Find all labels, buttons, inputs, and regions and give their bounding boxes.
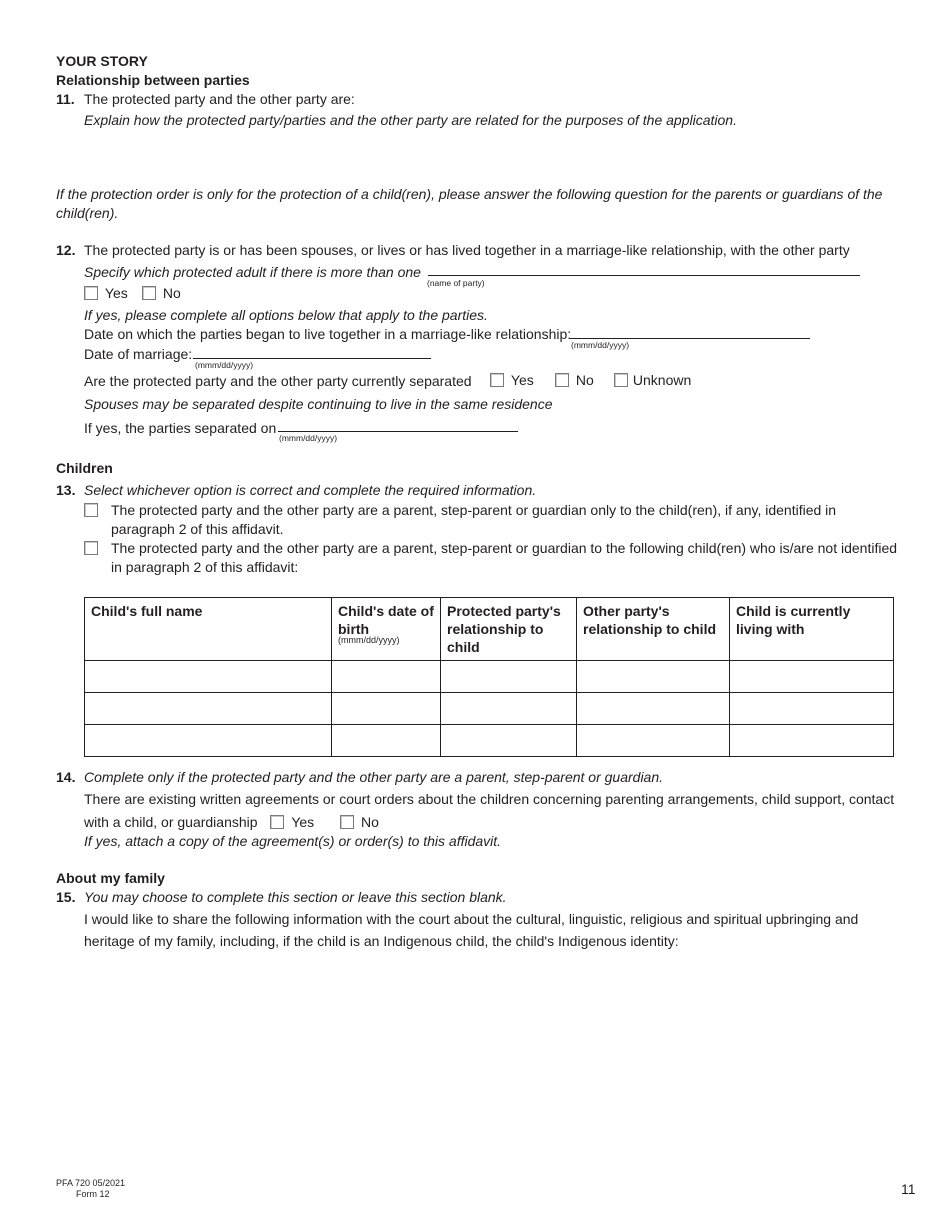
form-code: PFA 720 05/2021 <box>56 1178 126 1188</box>
separated-no-checkbox[interactable] <box>555 373 569 387</box>
q15-answer-area[interactable] <box>84 960 894 1150</box>
date-marriage-field[interactable] <box>193 358 431 359</box>
col-child-name: Child's full name <box>85 598 332 661</box>
table-cell[interactable] <box>441 661 577 693</box>
q14-no-checkbox[interactable] <box>340 815 354 829</box>
table-cell[interactable] <box>730 725 894 757</box>
q12-if-yes: If yes, please complete all options below that apply to the parties. <box>84 307 488 323</box>
col-child-dob-hint: (mmm/dd/yyyy) <box>338 635 400 645</box>
q12-text: The protected party is or has been spouses, or lives or has lived together in a marriage-like relationship, with the other party <box>84 242 850 258</box>
q13-option1-text: The protected party and the other party are a parent, step-parent or guardian only to the child(ren), if any, identified in paragraph 2 of this affidavit. <box>111 502 837 537</box>
relationship-heading: Relationship between parties <box>56 72 250 88</box>
family-heading: About my family <box>56 870 165 886</box>
table-row <box>85 661 894 693</box>
separated-no-label: No <box>575 372 594 388</box>
q12-no-checkbox[interactable] <box>142 286 156 300</box>
q12-specify: Specify which protected adult if there is more than one <box>84 264 421 280</box>
date-marriage-label: Date of marriage: <box>84 346 193 362</box>
separated-on-hint: (mmm/dd/yyyy) <box>279 433 338 443</box>
q11-instruction: Explain how the protected party/parties and the other party are related for the purposes of the application. <box>84 112 737 128</box>
party-name-field[interactable] <box>428 275 860 276</box>
q14-yes-label: Yes <box>291 814 315 830</box>
separated-on-label: If yes, the parties separated on <box>84 420 277 436</box>
children-heading: Children <box>56 460 113 476</box>
q11-text: The protected party and the other party are: <box>84 91 355 107</box>
separated-unknown-option[interactable] <box>614 372 691 388</box>
table-cell[interactable] <box>577 693 730 725</box>
q14-text1: There are existing written agreements or court orders about the children concerning parenting arrangements, child support, contact <box>84 791 895 807</box>
table-row <box>85 693 894 725</box>
table-cell[interactable] <box>85 661 332 693</box>
spouses-note: Spouses may be separated despite continuing to live in the same residence <box>84 396 553 412</box>
page-number: 11 <box>901 1181 916 1197</box>
q12-yes-option[interactable] <box>84 285 128 301</box>
table-cell[interactable] <box>332 693 441 725</box>
table-cell[interactable] <box>85 725 332 757</box>
date-live-label: Date on which the parties began to live together in a marriage-like relationship: <box>84 326 572 342</box>
q12-yes-label: Yes <box>104 285 128 301</box>
date-marriage-hint: (mmm/dd/yyyy) <box>195 360 254 370</box>
children-table-header <box>85 598 894 661</box>
date-live-hint: (mmm/dd/yyyy) <box>571 340 630 350</box>
col-protected-relationship: Protected party's relationship to child <box>441 598 577 661</box>
children-table <box>84 597 894 757</box>
q15-instruction: You may choose to complete this section or leave this section blank. <box>84 889 507 905</box>
q14-number: 14. <box>56 769 76 785</box>
section-title: YOUR STORY <box>56 53 148 69</box>
separated-unknown-checkbox[interactable] <box>614 373 628 387</box>
table-cell[interactable] <box>85 693 332 725</box>
date-live-field[interactable] <box>570 338 810 339</box>
separated-yes-label: Yes <box>510 372 534 388</box>
table-cell[interactable] <box>730 693 894 725</box>
q12-no-option[interactable] <box>142 285 181 301</box>
form-name: Form 12 <box>76 1189 110 1199</box>
table-cell[interactable] <box>577 661 730 693</box>
q14-text2-line <box>84 814 379 830</box>
col-child-dob <box>332 598 441 661</box>
q12-yes-checkbox[interactable] <box>84 286 98 300</box>
col-child-dob-label: Child's date of birth <box>338 603 434 637</box>
q11-number: 11. <box>56 91 75 107</box>
q13-option2-text: The protected party and the other party are a parent, step-parent or guardian to the following child(ren) who is/are not identified in paragraph 2 of this affidavit: <box>111 540 898 575</box>
separated-yes-option[interactable] <box>490 372 534 388</box>
q12-no-label: No <box>162 285 181 301</box>
q15-text: I would like to share the following information with the court about the cultural, linguistic, religious and spiritual upbringing and heritage of my family, including, if the child is an Indigenous child, the child's Indigenous identity: <box>84 911 859 949</box>
q14-instruction: Complete only if the protected party and the other party are a parent, step-parent or guardian. <box>84 769 664 785</box>
table-cell[interactable] <box>332 725 441 757</box>
separated-yes-checkbox[interactable] <box>490 373 504 387</box>
table-cell[interactable] <box>730 661 894 693</box>
q14-attach: If yes, attach a copy of the agreement(s) or order(s) to this affidavit. <box>84 833 502 849</box>
separated-unknown-label: Unknown <box>632 372 692 388</box>
separated-label: Are the protected party and the other party currently separated <box>84 373 472 389</box>
q13-option2-checkbox[interactable] <box>84 541 98 555</box>
q15-number: 15. <box>56 889 76 905</box>
q13-instruction: Select whichever option is correct and complete the required information. <box>84 482 537 498</box>
table-cell[interactable] <box>441 725 577 757</box>
col-other-relationship: Other party's relationship to child <box>577 598 730 661</box>
table-cell[interactable] <box>577 725 730 757</box>
q12-number: 12. <box>56 242 76 258</box>
table-cell[interactable] <box>332 661 441 693</box>
q14-yes-checkbox[interactable] <box>270 815 284 829</box>
separated-on-field[interactable] <box>278 431 518 432</box>
party-name-hint: (name of party) <box>427 278 485 288</box>
col-living-with: Child is currently living with <box>730 598 894 661</box>
q14-no-label: No <box>360 814 379 830</box>
q14-text2: with a child, or guardianship <box>84 814 258 830</box>
separated-no-option[interactable] <box>555 372 594 388</box>
table-cell[interactable] <box>441 693 577 725</box>
q11-answer-area[interactable] <box>84 132 894 182</box>
q13-number: 13. <box>56 482 76 498</box>
q13-option1-checkbox[interactable] <box>84 503 98 517</box>
table-row <box>85 725 894 757</box>
child-note: If the protection order is only for the protection of a child(ren), please answer the following question for the parents or guardians of the child(ren). <box>56 186 883 221</box>
